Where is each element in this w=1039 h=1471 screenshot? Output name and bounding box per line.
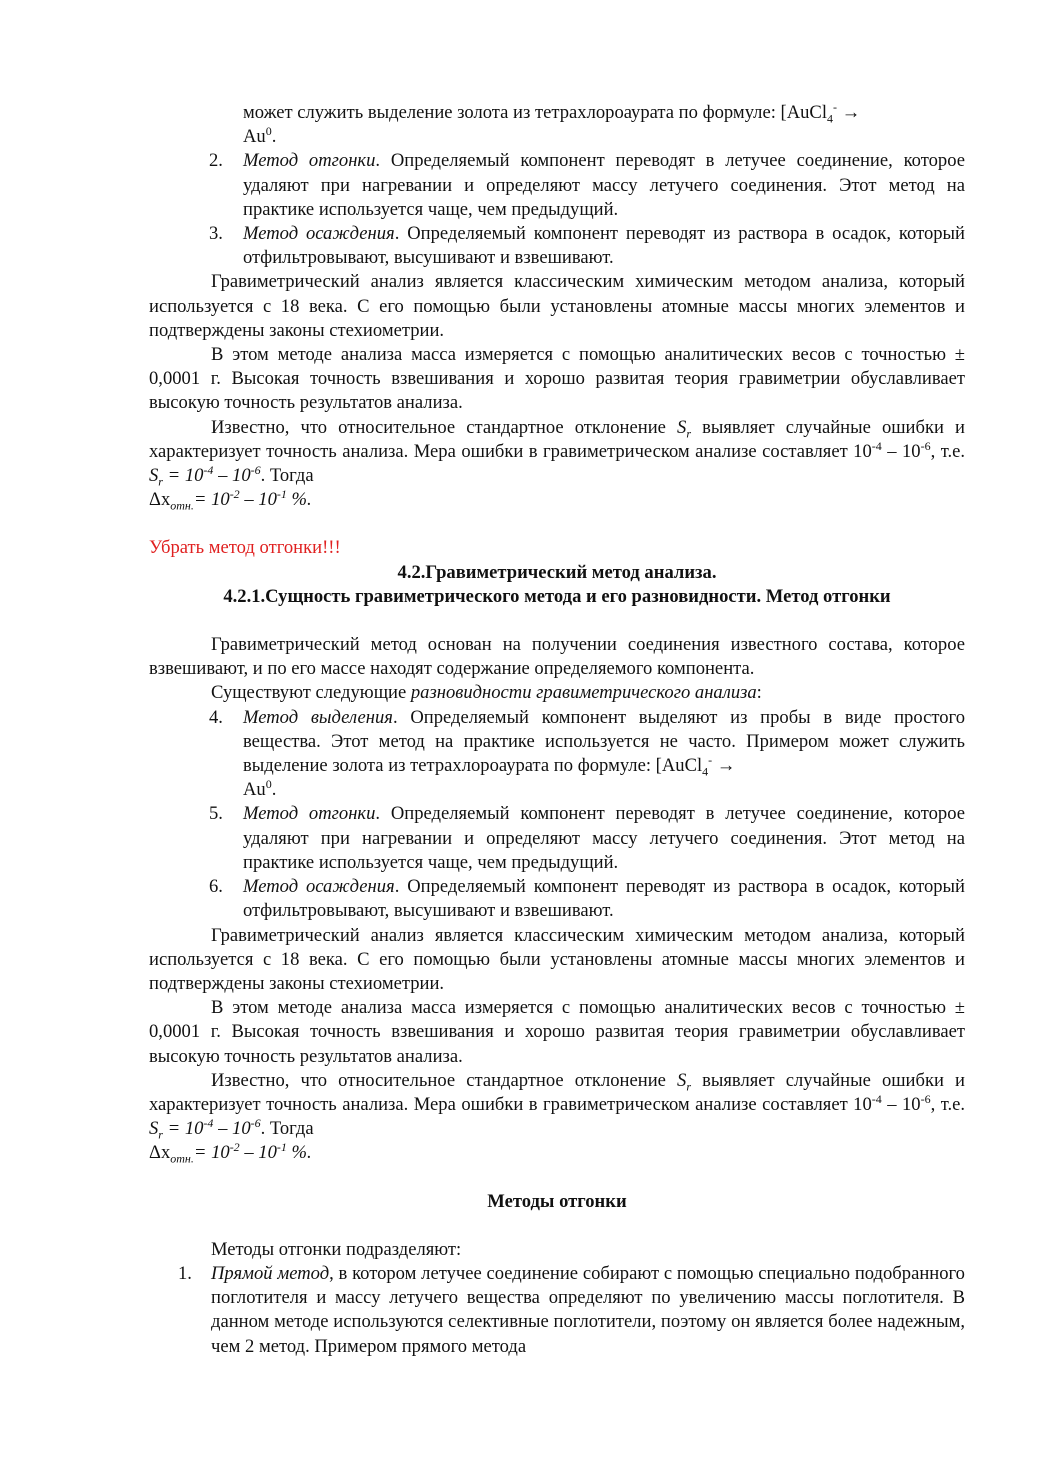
superscript: -: [833, 99, 838, 114]
method-name: Метод отгонки: [243, 150, 376, 172]
emphasis: разновидности гравиметрического анализа: [410, 682, 757, 704]
list-item: [149, 875, 965, 923]
formula: %.: [286, 489, 312, 511]
text: выявляет случайные ошибки и характеризует точность анализа. Мера ошибки в гравиметрическом анализе составляет 10: [149, 416, 966, 462]
text: .: [271, 126, 277, 148]
text: . Тогда: [260, 465, 314, 487]
section-heading: Методы отгонки: [487, 1190, 627, 1212]
formula: %.: [286, 1142, 312, 1164]
subscript: отн.: [170, 498, 194, 513]
symbol: S: [149, 1118, 159, 1140]
superscript: -6: [920, 438, 931, 453]
symbol: S: [677, 416, 687, 438]
subscript: отн.: [170, 1152, 194, 1167]
formula: – 10: [213, 1118, 251, 1140]
text: Известно, что относительное стандартное отклонение: [211, 416, 678, 438]
subscript: r: [686, 1079, 691, 1094]
text: :: [756, 682, 762, 704]
symbol: S: [677, 1069, 687, 1091]
text: выявляет случайные ошибки и характеризует точность анализа. Мера ошибки в гравиметрическом анализе составляет 10: [149, 1069, 966, 1115]
list-item-continuation: [149, 101, 965, 149]
arrow: →: [837, 102, 861, 123]
paragraph: В этом методе анализа масса измеряется с помощью аналитических весов с точностью ± 0,0001 г. Высокая точность взвешивания и хорошо развитая теория гравиметрии обуславливает высокую точность результатов анализа.: [149, 997, 965, 1067]
list-item: [149, 222, 965, 270]
text: может служить выделение золота из тетрахлороаурата по формуле: [AuCl: [243, 102, 828, 123]
subscript: r: [686, 426, 691, 441]
list-number: 1.: [178, 1262, 192, 1284]
paragraph: Гравиметрический анализ является классическим химическим методом анализа, который используется с 18 века. С его помощью были установлены атомные массы многих элементов и подтверждены законы стехиометрии.: [149, 924, 965, 994]
method-name: Метод осаждения: [243, 876, 395, 898]
superscript: 0: [265, 777, 272, 792]
arrow: →: [712, 755, 736, 777]
superscript: -6: [250, 462, 261, 477]
text: Существуют следующие: [211, 682, 411, 704]
formula: – 10: [239, 1142, 277, 1164]
method-name: Прямой метод: [211, 1262, 330, 1284]
list-number: 5.: [209, 803, 223, 825]
list-item: [149, 706, 965, 803]
formula: Δx: [149, 489, 171, 511]
text: , т.е.: [930, 1093, 965, 1115]
superscript: -1: [276, 487, 287, 502]
formula: – 10: [213, 465, 251, 487]
formula: Δx: [149, 1142, 171, 1164]
formula-line: [149, 488, 965, 512]
superscript: -1: [276, 1140, 287, 1155]
superscript: -4: [871, 1091, 882, 1106]
text: .: [271, 779, 277, 801]
subscript: 4: [702, 764, 709, 779]
formula: = 10: [193, 1142, 230, 1164]
document-page: [149, 101, 965, 1359]
superscript: -4: [203, 1115, 214, 1130]
method-name: Метод осаждения: [243, 223, 395, 245]
superscript: -: [708, 752, 713, 767]
editor-note: Убрать метод отгонки!!!: [149, 537, 341, 559]
paragraph: Гравиметрический анализ является классическим химическим методом анализа, который используется с 18 века. С его помощью были установлены атомные массы многих элементов и подтверждены законы стехиометрии.: [149, 271, 965, 341]
list-item: [149, 149, 965, 222]
formula: = 10: [162, 1118, 204, 1140]
formula: – 10: [239, 489, 277, 511]
superscript: -6: [250, 1115, 261, 1130]
list-number: 2.: [209, 150, 223, 172]
superscript: 0: [265, 124, 272, 139]
superscript: -4: [203, 462, 214, 477]
formula: = 10: [162, 465, 204, 487]
subscript: 4: [827, 111, 834, 126]
list-text: . Определяемый компонент переводят в летучее соединение, которое удаляют при нагревании и определяют массу летучего соединения. Этот метод на практике используется чаще, чем предыдущий.: [243, 150, 965, 220]
list-number: 3.: [209, 223, 223, 245]
subscript: r: [158, 474, 163, 489]
list-number: 4.: [209, 706, 223, 728]
text: – 10: [881, 1093, 921, 1115]
superscript: -6: [920, 1091, 931, 1106]
text: Au: [243, 779, 266, 801]
list-text: . Определяемый компонент переводят из раствора в осадок, который отфильтровывают, высушивают и взвешивают.: [243, 223, 965, 269]
method-name: Метод выделения: [243, 706, 393, 728]
list-text: . Определяемый компонент переводят в летучее соединение, которое удаляют при нагревании и определяют массу летучего соединения. Этот метод на практике используется чаще, чем предыдущий.: [243, 803, 965, 873]
paragraph: [149, 681, 965, 705]
paragraph: [149, 1069, 965, 1142]
text: , т.е.: [930, 440, 965, 462]
list-text: . Определяемый компонент переводят из раствора в осадок, который отфильтровывают, высушивают и взвешивают.: [243, 876, 965, 922]
paragraph: [149, 416, 965, 489]
symbol: S: [149, 465, 159, 487]
paragraph: Гравиметрический метод основан на получении соединения известного состава, которое взвешивают, и по его массе находят содержание определяемого компонента.: [149, 634, 965, 680]
text: Известно, что относительное стандартное отклонение: [211, 1069, 678, 1091]
paragraph: Методы отгонки подразделяют:: [211, 1238, 462, 1260]
paragraph: В этом методе анализа масса измеряется с помощью аналитических весов с точностью ± 0,0001 г. Высокая точность взвешивания и хорошо развитая теория гравиметрии обуславливает высокую точность результатов анализа.: [149, 344, 965, 414]
superscript: -4: [871, 438, 882, 453]
list-number: 6.: [209, 876, 223, 898]
subsection-heading: 4.2.1.Сущность гравиметрического метода и его разновидности. Метод отгонки: [223, 585, 891, 607]
formula-line: [149, 1141, 965, 1165]
list-text: . Определяемый компонент выделяют из пробы в виде простого вещества. Этот метод на практике используется не часто. Примером может служить выделение золота из тетрахлороаурата по формуле: [AuCl: [243, 706, 965, 777]
list-item: [149, 1262, 965, 1359]
superscript: -2: [229, 487, 240, 502]
subscript: r: [158, 1127, 163, 1142]
text: . Тогда: [260, 1118, 314, 1140]
formula: = 10: [193, 489, 230, 511]
method-name: Метод отгонки: [243, 803, 376, 825]
list-item: [149, 802, 965, 875]
text: Au: [243, 126, 266, 148]
list-text: , в котором летучее соединение собирают с помощью специально подобранного поглотителя и массу летучего вещества определяют по увеличению массы поглотителя. В данном методе используются селективные поглотители, поэтому он является более надежным, чем 2 метод. Примером прямого метода: [211, 1262, 965, 1357]
superscript: -2: [229, 1140, 240, 1155]
section-heading: 4.2.Гравиметрический метод анализа.: [397, 561, 717, 583]
text: – 10: [881, 440, 921, 462]
